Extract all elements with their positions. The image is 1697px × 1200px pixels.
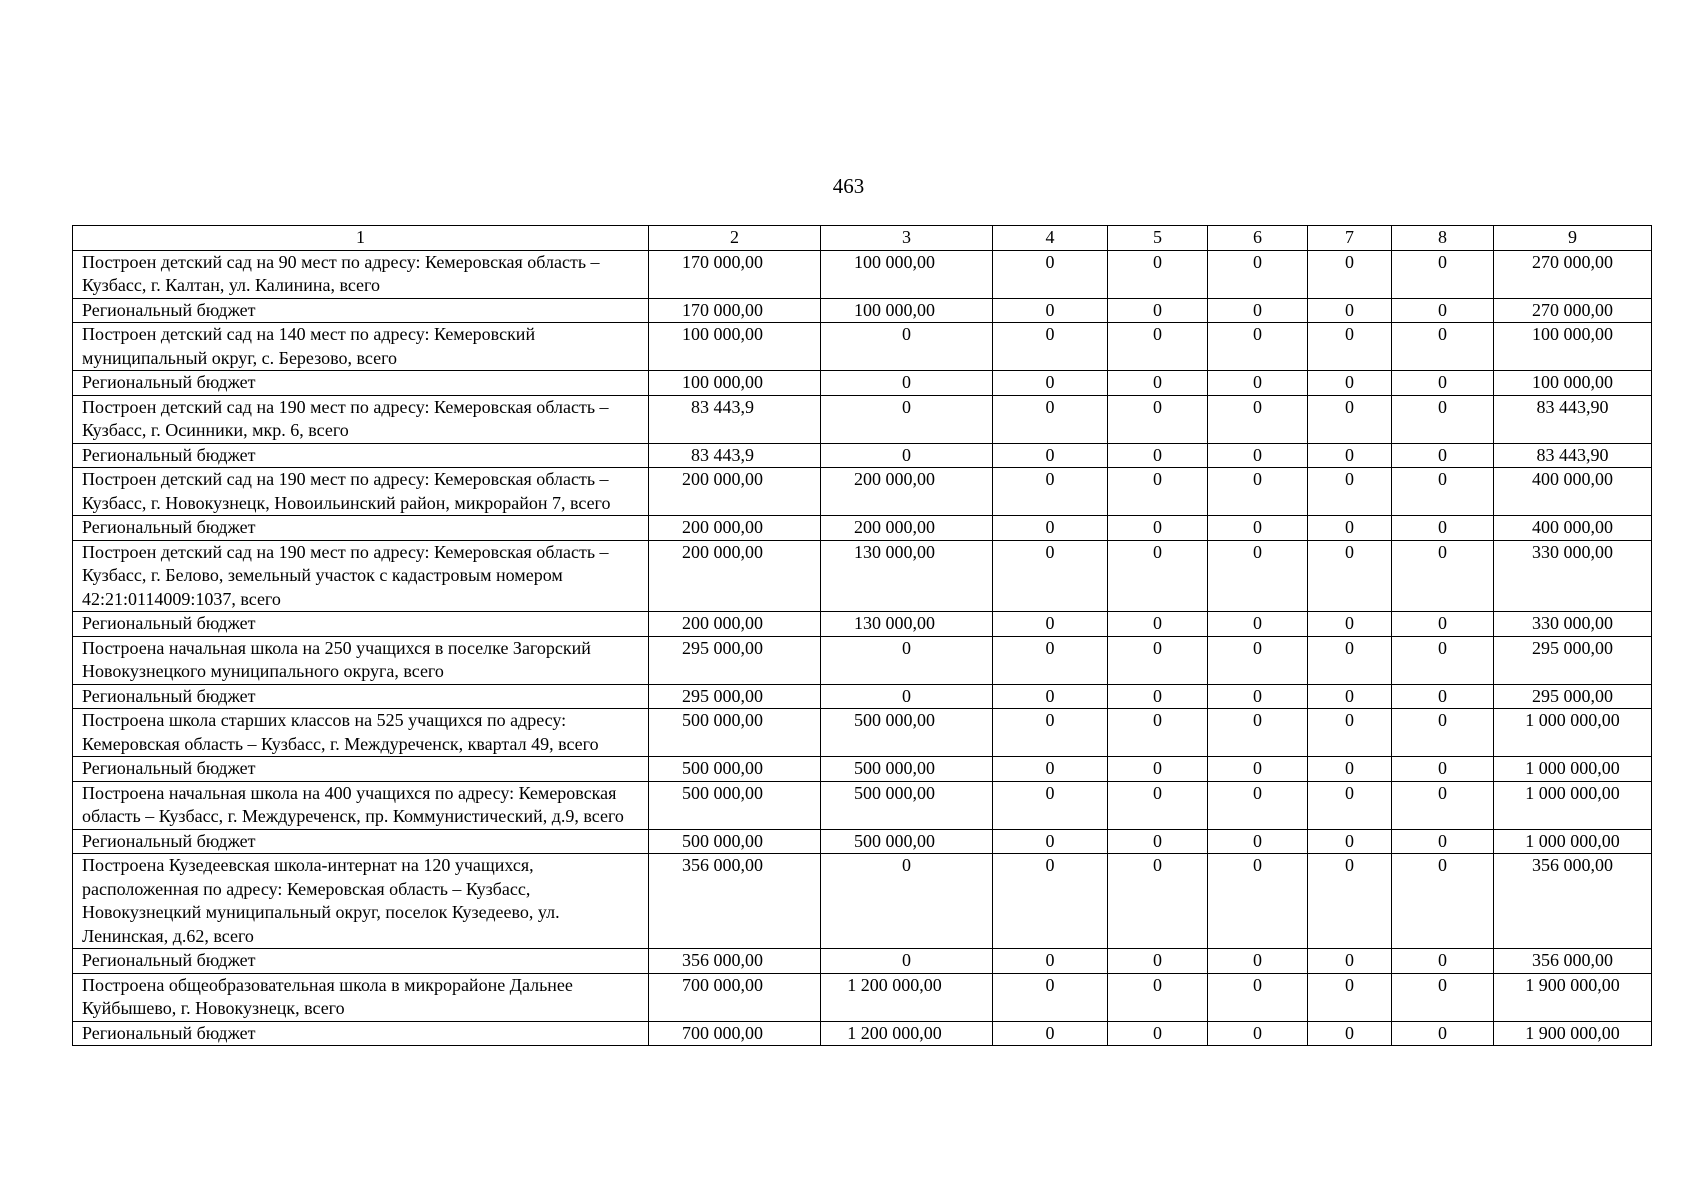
cell-col-4: 0 [993, 250, 1108, 298]
cell-col-6: 0 [1208, 973, 1308, 1021]
cell-col-3: 130 000,00 [821, 612, 993, 637]
cell-col-2: 500 000,00 [649, 757, 821, 782]
cell-col-2: 500 000,00 [649, 781, 821, 829]
cell-col-7: 0 [1308, 371, 1392, 396]
cell-col-6: 0 [1208, 949, 1308, 974]
cell-col-5: 0 [1108, 973, 1208, 1021]
cell-col-3: 100 000,00 [821, 298, 993, 323]
cell-col-4: 0 [993, 636, 1108, 684]
cell-col-9: 270 000,00 [1494, 250, 1652, 298]
cell-col-3: 200 000,00 [821, 516, 993, 541]
cell-col-9: 295 000,00 [1494, 684, 1652, 709]
cell-col-2: 500 000,00 [649, 709, 821, 757]
cell-col-3: 0 [821, 323, 993, 371]
column-header: 5 [1108, 226, 1208, 251]
cell-col-8: 0 [1392, 540, 1494, 612]
cell-col-8: 0 [1392, 781, 1494, 829]
cell-col-8: 0 [1392, 949, 1494, 974]
cell-col-3: 0 [821, 949, 993, 974]
cell-col-6: 0 [1208, 371, 1308, 396]
row-label: Построена начальная школа на 250 учащихся в поселке Загорский Новокузнецкого муниципального округа, всего [73, 636, 649, 684]
cell-col-6: 0 [1208, 468, 1308, 516]
cell-col-9: 1 000 000,00 [1494, 757, 1652, 782]
cell-col-8: 0 [1392, 1021, 1494, 1046]
cell-col-2: 200 000,00 [649, 468, 821, 516]
cell-col-8: 0 [1392, 636, 1494, 684]
cell-col-6: 0 [1208, 757, 1308, 782]
cell-col-5: 0 [1108, 540, 1208, 612]
cell-col-8: 0 [1392, 371, 1494, 396]
table-row [73, 516, 1652, 541]
cell-col-6: 0 [1208, 323, 1308, 371]
row-label: Региональный бюджет [73, 829, 649, 854]
cell-col-5: 0 [1108, 684, 1208, 709]
cell-col-6: 0 [1208, 1021, 1308, 1046]
cell-col-7: 0 [1308, 395, 1392, 443]
cell-col-3: 100 000,00 [821, 250, 993, 298]
cell-col-5: 0 [1108, 757, 1208, 782]
cell-col-8: 0 [1392, 709, 1494, 757]
table-row [73, 973, 1652, 1021]
table-row [73, 468, 1652, 516]
table-header-row [73, 226, 1652, 251]
budget-table [72, 225, 1652, 1046]
cell-col-4: 0 [993, 371, 1108, 396]
row-label: Региональный бюджет [73, 757, 649, 782]
cell-col-2: 356 000,00 [649, 854, 821, 949]
table-row [73, 612, 1652, 637]
cell-col-9: 1 000 000,00 [1494, 709, 1652, 757]
cell-col-4: 0 [993, 973, 1108, 1021]
table-row [73, 395, 1652, 443]
cell-col-7: 0 [1308, 684, 1392, 709]
cell-col-5: 0 [1108, 636, 1208, 684]
cell-col-5: 0 [1108, 949, 1208, 974]
cell-col-7: 0 [1308, 612, 1392, 637]
row-label: Построен детский сад на 140 мест по адресу: Кемеровский муниципальный округ, с. Березово, всего [73, 323, 649, 371]
table-row [73, 298, 1652, 323]
cell-col-5: 0 [1108, 829, 1208, 854]
cell-col-7: 0 [1308, 468, 1392, 516]
cell-col-5: 0 [1108, 709, 1208, 757]
table-row [73, 250, 1652, 298]
cell-col-9: 100 000,00 [1494, 371, 1652, 396]
cell-col-8: 0 [1392, 612, 1494, 637]
cell-col-3: 130 000,00 [821, 540, 993, 612]
row-label: Региональный бюджет [73, 949, 649, 974]
cell-col-6: 0 [1208, 443, 1308, 468]
cell-col-2: 295 000,00 [649, 636, 821, 684]
table-row [73, 854, 1652, 949]
cell-col-3: 500 000,00 [821, 781, 993, 829]
cell-col-4: 0 [993, 1021, 1108, 1046]
cell-col-5: 0 [1108, 395, 1208, 443]
cell-col-9: 83 443,90 [1494, 395, 1652, 443]
cell-col-9: 356 000,00 [1494, 949, 1652, 974]
cell-col-2: 100 000,00 [649, 371, 821, 396]
cell-col-3: 0 [821, 395, 993, 443]
row-label: Региональный бюджет [73, 443, 649, 468]
cell-col-9: 1 000 000,00 [1494, 829, 1652, 854]
cell-col-3: 1 200 000,00 [821, 973, 993, 1021]
cell-col-3: 0 [821, 854, 993, 949]
cell-col-6: 0 [1208, 395, 1308, 443]
cell-col-4: 0 [993, 443, 1108, 468]
cell-col-4: 0 [993, 684, 1108, 709]
cell-col-7: 0 [1308, 757, 1392, 782]
cell-col-9: 356 000,00 [1494, 854, 1652, 949]
cell-col-8: 0 [1392, 854, 1494, 949]
cell-col-3: 500 000,00 [821, 709, 993, 757]
cell-col-5: 0 [1108, 612, 1208, 637]
cell-col-5: 0 [1108, 468, 1208, 516]
cell-col-4: 0 [993, 854, 1108, 949]
cell-col-5: 0 [1108, 298, 1208, 323]
cell-col-2: 170 000,00 [649, 250, 821, 298]
cell-col-2: 200 000,00 [649, 540, 821, 612]
cell-col-5: 0 [1108, 781, 1208, 829]
column-header: 6 [1208, 226, 1308, 251]
cell-col-6: 0 [1208, 612, 1308, 637]
cell-col-8: 0 [1392, 829, 1494, 854]
row-label: Региональный бюджет [73, 612, 649, 637]
cell-col-6: 0 [1208, 298, 1308, 323]
cell-col-2: 356 000,00 [649, 949, 821, 974]
row-label: Построен детский сад на 190 мест по адресу: Кемеровская область – Кузбасс, г. Белово, земельный участок с кадастровым номером 42:21:0114009:1037, всего [73, 540, 649, 612]
cell-col-9: 270 000,00 [1494, 298, 1652, 323]
cell-col-6: 0 [1208, 516, 1308, 541]
column-header: 2 [649, 226, 821, 251]
cell-col-3: 0 [821, 443, 993, 468]
cell-col-4: 0 [993, 298, 1108, 323]
table-row [73, 443, 1652, 468]
cell-col-6: 0 [1208, 829, 1308, 854]
cell-col-7: 0 [1308, 540, 1392, 612]
cell-col-7: 0 [1308, 323, 1392, 371]
cell-col-3: 1 200 000,00 [821, 1021, 993, 1046]
cell-col-9: 295 000,00 [1494, 636, 1652, 684]
cell-col-8: 0 [1392, 757, 1494, 782]
cell-col-8: 0 [1392, 298, 1494, 323]
cell-col-7: 0 [1308, 854, 1392, 949]
cell-col-5: 0 [1108, 443, 1208, 468]
cell-col-2: 200 000,00 [649, 516, 821, 541]
cell-col-8: 0 [1392, 516, 1494, 541]
cell-col-6: 0 [1208, 854, 1308, 949]
table-row [73, 684, 1652, 709]
cell-col-9: 400 000,00 [1494, 516, 1652, 541]
cell-col-6: 0 [1208, 684, 1308, 709]
cell-col-9: 330 000,00 [1494, 540, 1652, 612]
cell-col-2: 500 000,00 [649, 829, 821, 854]
row-label: Региональный бюджет [73, 1021, 649, 1046]
cell-col-4: 0 [993, 468, 1108, 516]
table-row [73, 757, 1652, 782]
cell-col-8: 0 [1392, 250, 1494, 298]
row-label: Построена Кузедеевская школа-интернат на 120 учащихся, расположенная по адресу: Кемеровская область – Кузбасс, Новокузнецкий муниципальный округ, поселок Кузедеево, ул. Ленинская, д.62, всего [73, 854, 649, 949]
cell-col-9: 1 900 000,00 [1494, 1021, 1652, 1046]
cell-col-7: 0 [1308, 250, 1392, 298]
row-label: Региональный бюджет [73, 684, 649, 709]
cell-col-5: 0 [1108, 854, 1208, 949]
cell-col-7: 0 [1308, 949, 1392, 974]
row-label: Региональный бюджет [73, 516, 649, 541]
cell-col-4: 0 [993, 757, 1108, 782]
cell-col-3: 0 [821, 636, 993, 684]
column-header: 9 [1494, 226, 1652, 251]
cell-col-2: 295 000,00 [649, 684, 821, 709]
table-row [73, 371, 1652, 396]
column-header: 3 [821, 226, 993, 251]
cell-col-7: 0 [1308, 516, 1392, 541]
cell-col-4: 0 [993, 395, 1108, 443]
cell-col-4: 0 [993, 781, 1108, 829]
cell-col-9: 1 000 000,00 [1494, 781, 1652, 829]
cell-col-2: 83 443,9 [649, 443, 821, 468]
cell-col-3: 200 000,00 [821, 468, 993, 516]
cell-col-8: 0 [1392, 443, 1494, 468]
row-label: Построена начальная школа на 400 учащихся по адресу: Кемеровская область – Кузбасс, г. Междуреченск, пр. Коммунистический, д.9, всего [73, 781, 649, 829]
row-label: Региональный бюджет [73, 371, 649, 396]
table-row [73, 709, 1652, 757]
cell-col-2: 700 000,00 [649, 1021, 821, 1046]
cell-col-4: 0 [993, 709, 1108, 757]
cell-col-9: 100 000,00 [1494, 323, 1652, 371]
cell-col-4: 0 [993, 516, 1108, 541]
row-label: Построен детский сад на 90 мест по адресу: Кемеровская область – Кузбасс, г. Калтан, ул. Калинина, всего [73, 250, 649, 298]
row-label: Региональный бюджет [73, 298, 649, 323]
cell-col-8: 0 [1392, 395, 1494, 443]
table-row [73, 781, 1652, 829]
table-row [73, 1021, 1652, 1046]
cell-col-7: 0 [1308, 709, 1392, 757]
column-header: 1 [73, 226, 649, 251]
table-row [73, 540, 1652, 612]
row-label: Построен детский сад на 190 мест по адресу: Кемеровская область – Кузбасс, г. Новокузнецк, Новоильинский район, микрорайон 7, всего [73, 468, 649, 516]
cell-col-6: 0 [1208, 709, 1308, 757]
cell-col-9: 83 443,90 [1494, 443, 1652, 468]
row-label: Построена общеобразовательная школа в микрорайоне Дальнее Куйбышево, г. Новокузнецк, всего [73, 973, 649, 1021]
table-row [73, 949, 1652, 974]
cell-col-9: 330 000,00 [1494, 612, 1652, 637]
row-label: Построен детский сад на 190 мест по адресу: Кемеровская область – Кузбасс, г. Осинники, мкр. 6, всего [73, 395, 649, 443]
cell-col-8: 0 [1392, 684, 1494, 709]
row-label: Построена школа старших классов на 525 учащихся по адресу: Кемеровская область – Кузбасс, г. Междуреченск, квартал 49, всего [73, 709, 649, 757]
cell-col-5: 0 [1108, 1021, 1208, 1046]
page-number: 463 [832, 174, 865, 198]
cell-col-3: 0 [821, 371, 993, 396]
table-row [73, 323, 1652, 371]
cell-col-2: 200 000,00 [649, 612, 821, 637]
cell-col-4: 0 [993, 540, 1108, 612]
cell-col-7: 0 [1308, 1021, 1392, 1046]
table-row [73, 636, 1652, 684]
cell-col-8: 0 [1392, 323, 1494, 371]
cell-col-7: 0 [1308, 443, 1392, 468]
cell-col-3: 0 [821, 684, 993, 709]
cell-col-7: 0 [1308, 973, 1392, 1021]
cell-col-4: 0 [993, 323, 1108, 371]
cell-col-8: 0 [1392, 468, 1494, 516]
cell-col-5: 0 [1108, 516, 1208, 541]
table-row [73, 829, 1652, 854]
column-header: 4 [993, 226, 1108, 251]
cell-col-5: 0 [1108, 323, 1208, 371]
cell-col-7: 0 [1308, 298, 1392, 323]
cell-col-9: 1 900 000,00 [1494, 973, 1652, 1021]
cell-col-2: 170 000,00 [649, 298, 821, 323]
cell-col-5: 0 [1108, 371, 1208, 396]
column-header: 8 [1392, 226, 1494, 251]
cell-col-5: 0 [1108, 250, 1208, 298]
column-header: 7 [1308, 226, 1392, 251]
cell-col-2: 83 443,9 [649, 395, 821, 443]
cell-col-6: 0 [1208, 636, 1308, 684]
cell-col-7: 0 [1308, 781, 1392, 829]
cell-col-2: 700 000,00 [649, 973, 821, 1021]
cell-col-3: 500 000,00 [821, 757, 993, 782]
cell-col-9: 400 000,00 [1494, 468, 1652, 516]
cell-col-8: 0 [1392, 973, 1494, 1021]
cell-col-2: 100 000,00 [649, 323, 821, 371]
cell-col-6: 0 [1208, 540, 1308, 612]
cell-col-7: 0 [1308, 636, 1392, 684]
cell-col-4: 0 [993, 829, 1108, 854]
cell-col-7: 0 [1308, 829, 1392, 854]
cell-col-4: 0 [993, 612, 1108, 637]
cell-col-6: 0 [1208, 781, 1308, 829]
cell-col-3: 500 000,00 [821, 829, 993, 854]
cell-col-4: 0 [993, 949, 1108, 974]
cell-col-6: 0 [1208, 250, 1308, 298]
